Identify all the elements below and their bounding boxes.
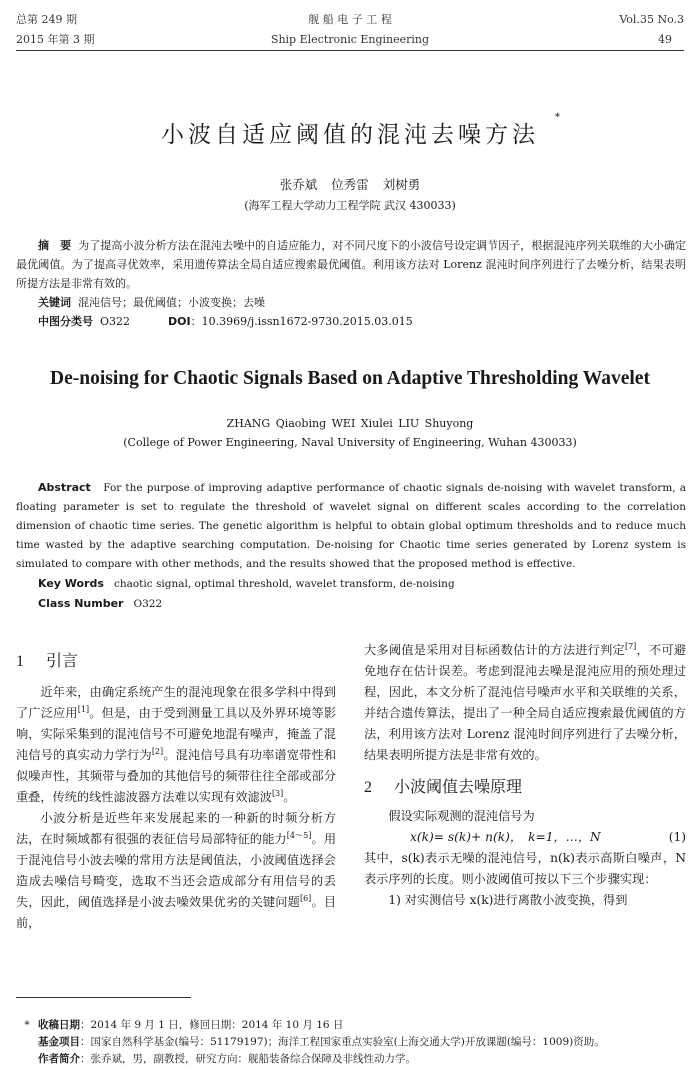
paragraph: 1) 对实测信号 x(k)进行离散小波变换，得到 bbox=[388, 893, 628, 907]
footnote-author: 作者简介：张乔斌，男，副教授，研究方向：舰船装备综合保障及非线性动力学。 bbox=[38, 1053, 416, 1065]
class-en-number: O322 bbox=[133, 598, 163, 610]
keywords-en bbox=[16, 574, 686, 594]
section-2-heading bbox=[364, 776, 686, 798]
section-1-number: 1 bbox=[16, 653, 24, 670]
issue-total: 总第 249 期 bbox=[16, 13, 77, 26]
authors-cn: 张乔斌 位秀雷 刘树勇 bbox=[279, 177, 421, 192]
title-footnote-mark: * bbox=[555, 112, 560, 123]
keywords-cn-text: 混沌信号；最优阈值；小波变换；去噪 bbox=[78, 296, 265, 309]
body-right-column bbox=[364, 640, 686, 911]
paragraph: 大多阈值是采用对目标函数估计的方法进行判定[7]，不可避免地存在估计误差。考虑到混沌去噪是混沌应用的预处理过程，因此，本文分析了混沌信号噪声水平和关联维的关系，并结合遗传算法，提出了一种全局自适应搜索最优阈值的方法，利用该方法对 Lorenz 混沌时间序列进行了去噪分析，结果表明所提方法是非常有效的。 bbox=[364, 641, 687, 762]
keywords-en-text: chaotic signal, optimal threshold, wavelet transform, de-noising bbox=[113, 578, 455, 590]
citation: [4～5] bbox=[286, 830, 312, 840]
citation: [6] bbox=[299, 893, 312, 903]
doi-text: ：10.3969/j.issn1672-9730.2015.03.015 bbox=[190, 315, 413, 328]
authors-en: ZHANG Qiaobing WEI Xiulei LIU Shuyong bbox=[226, 417, 474, 430]
title-cn bbox=[0, 116, 700, 149]
class-en-label: Class Number bbox=[38, 597, 124, 610]
equation-1-body: x(k)= s(k)+ n(k)， k=1，…，N bbox=[410, 830, 601, 844]
abstract-en bbox=[16, 478, 686, 614]
citation: [2] bbox=[151, 746, 164, 756]
header-center bbox=[0, 13, 700, 47]
body-left-column bbox=[16, 650, 336, 934]
classification-en bbox=[16, 594, 686, 614]
affiliation-cn: (海军工程大学动力工程学院 武汉 430033) bbox=[244, 199, 456, 212]
section-2-title: 小波阈值去噪原理 bbox=[394, 777, 523, 796]
doi-label: DOI bbox=[168, 315, 191, 328]
keywords-cn-label: 关键词 bbox=[38, 296, 71, 309]
footnote-received: * 收稿日期：2014 年 9 月 1 日，修回日期：2014 年 10 月 16 日 bbox=[16, 1017, 692, 1034]
class-cn-label: 中图分类号 bbox=[38, 315, 93, 328]
footnote-rule bbox=[16, 997, 191, 998]
header-rule bbox=[16, 50, 684, 51]
volume-number: Vol.35 No.3 bbox=[619, 13, 684, 26]
footnote-fund: 基金项目：国家自然科学基金(编号：51179197)；海洋工程国家重点实验室(上海交通大学)开放课题(编号：1009)资助。 bbox=[38, 1036, 605, 1048]
footnote-mark: * bbox=[24, 1019, 30, 1031]
footnote bbox=[16, 1017, 692, 1068]
journal-name-en: Ship Electronic Engineering bbox=[270, 33, 430, 46]
title-cn-text: 小波自适应阈值的混沌去噪方法 bbox=[161, 122, 539, 148]
affiliation-en: (College of Power Engineering, Naval University of Engineering, Wuhan 430033) bbox=[123, 436, 577, 449]
equation-1-number: (1) bbox=[668, 830, 686, 844]
abstract-en-text: For the purpose of improving adaptive performance of chaotic signals de-noising with wavelet transform, a floating parameter is set to regulate the threshold of wavelet signal on different scales according to the correlation dimension of chaotic time series. The genetic algorithm is helpful to obtain global optimum thresholds and to reduce much time wasted by the adaptive searching computation. De-noising for Chaotic time series generated by Lorenz system is simulated to compare with other methods, and the results showed that the proposed method is effective. bbox=[16, 482, 687, 570]
abstract-cn-text: 为了提高小波分析方法在混沌去噪中的自适应能力，对不同尺度下的小波信号设定调节因子，根据混沌序列关联维的大小确定最优阈值。为了提高寻优效率，采用遗传算法全局自适应搜索最优阈值。利用该方法对 Lorenz 混沌时间序列进行了去噪分析，结果表明所提方法是非常有效的。 bbox=[16, 239, 687, 290]
classification-cn bbox=[16, 312, 686, 331]
keywords-en-label: Key Words bbox=[38, 577, 104, 590]
section-2-number: 2 bbox=[364, 779, 372, 796]
equation-1 bbox=[364, 827, 686, 848]
citation: [7] bbox=[624, 641, 637, 651]
header-right bbox=[619, 13, 684, 47]
section-1-title: 引言 bbox=[46, 651, 79, 670]
class-cn-number: O322 bbox=[100, 315, 131, 328]
abstract-cn-label: 摘 要 bbox=[38, 239, 72, 252]
paragraph: 假设实际观测的混沌信号为 bbox=[388, 809, 535, 823]
paragraph: 其中，s(k)表示无噪的混沌信号，n(k)表示高斯白噪声，N 表示序列的长度。则小波阈值可按以下三个步骤实现： bbox=[364, 851, 686, 886]
paragraph: 小波分析是近些年来发展起来的一种新的时频分析方法，在时频域都有很强的表征信号局部特征的能力[4～5]。用于混沌信号小波去噪的常用方法是阈值法，小波阈值选择会造成去噪信号畸变，选取不当还会造成部分有用信号的丢失，因此，阈值选择是小波去噪效果优劣的关键问题[6]。目前， bbox=[16, 811, 337, 930]
issue-year: 2015 年第 3 期 bbox=[16, 33, 95, 46]
title-en: De-noising for Chaotic Signals Based on Adaptive Thresholding Wavelet bbox=[50, 368, 650, 389]
journal-name-cn: 舰 船 电 子 工 程 bbox=[308, 13, 392, 26]
paragraph: 近年来，由确定系统产生的混沌现象在很多学科中得到了广泛应用[1]。但是，由于受到测量工具以及外界环境等影响，实际采集到的混沌信号不可避免地混有噪声，掩盖了混沌信号的真实动力学行为[2]。混沌信号具有功率谱宽带性和似噪声性，其频带与叠加的其他信号的频带往往全部或部分重叠，传统的线性滤波器方法难以实现有效滤波[3]。 bbox=[16, 685, 337, 804]
citation: [1] bbox=[77, 704, 90, 714]
abstract-en-label: Abstract bbox=[38, 481, 91, 494]
section-1-heading bbox=[16, 650, 336, 672]
keywords-cn bbox=[16, 293, 686, 312]
citation: [3] bbox=[271, 788, 284, 798]
abstract-cn bbox=[16, 236, 686, 331]
page-number: 49 bbox=[658, 33, 672, 46]
